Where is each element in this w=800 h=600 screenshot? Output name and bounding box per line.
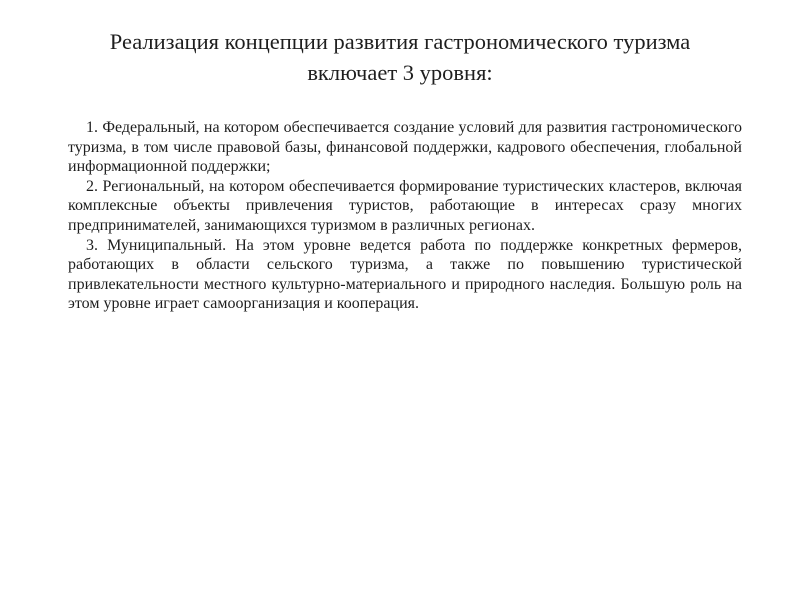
level-federal: 1. Федеральный, на котором обеспечивается создание условий для развития гастрономического туризма, в том числе правовой базы, финансовой поддержки, кадрового обеспечения, глобальной информационной поддержки;: [68, 119, 742, 176]
level-regional: 2. Региональный, на котором обеспечивается формирование туристических кластеров, включая комплексные объекты привлечения туристов, работающие в интересах сразу многих предпринимателей, занимающихся туризмом в различных регионах.: [68, 177, 742, 234]
levels-list: [68, 118, 742, 314]
level-municipal: 3. Муниципальный. На этом уровне ведется работа по поддержке конкретных фермеров, работающих в области сельского туризма, а также по повышению туристической привлекательности местного культурно-материального и природного наследия. Большую роль на этом уровне играет самоорганизация и кооперация.: [68, 236, 742, 313]
slide-title: [40, 26, 760, 88]
title-line-2: включает 3 уровня:: [307, 60, 493, 85]
title-line-1: Реализация концепции развития гастрономического туризма: [109, 29, 691, 54]
